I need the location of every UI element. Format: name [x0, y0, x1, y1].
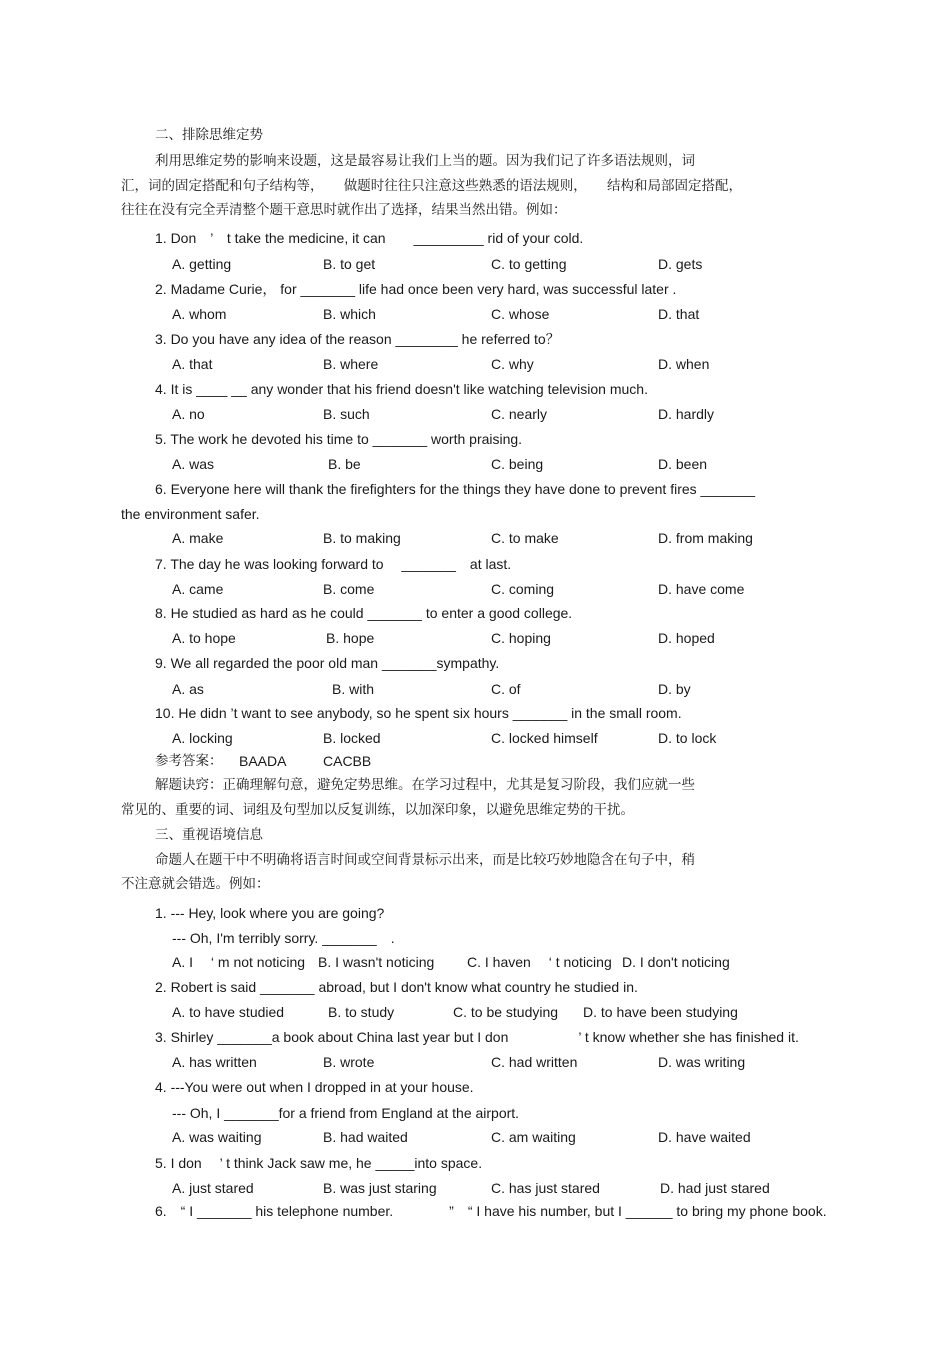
option-a: A. to have studied — [172, 1004, 285, 1020]
option-a: A. whom — [172, 306, 227, 322]
intro-line: 汇，词的固定搭配和句子结构等， 做题时往往只注意这些熟悉的语法规则， 结构和局部固定搭配， — [121, 178, 742, 194]
option-d: D. was writing — [658, 1054, 746, 1070]
option-a: A. I ‘ m not noticing — [172, 954, 306, 970]
answer-key-2: CACBB — [323, 753, 372, 769]
question-stem: 6. “ I _______ his telephone number. ” “ I have his number, but I ______ to bring my phone book. — [155, 1203, 827, 1219]
option-b: B. was just staring — [323, 1180, 437, 1196]
section-heading: 二、排除思维定势 — [155, 127, 263, 143]
option-c: C. hoping — [491, 630, 551, 646]
option-d: D. have waited — [658, 1129, 751, 1145]
option-c: C. to getting — [491, 256, 567, 272]
option-a: A. was waiting — [172, 1129, 262, 1145]
intro-line: 利用思维定势的影响来设题，这是最容易让我们上当的题。因为我们记了许多语法规则，词 — [155, 153, 695, 169]
section-heading: 三、重视语境信息 — [155, 827, 263, 843]
option-d: D. I don't noticing — [622, 954, 730, 970]
question-stem: 6. Everyone here will thank the firefighters for the things they have done to prevent fires _______ — [155, 481, 756, 497]
option-a: A. that — [172, 356, 213, 372]
option-b: B. to making — [323, 530, 401, 546]
question-stem: 9. We all regarded the poor old man _______sympathy. — [155, 655, 500, 671]
option-d: D. by — [658, 681, 691, 697]
option-c: C. am waiting — [491, 1129, 576, 1145]
option-b: B. wrote — [323, 1054, 375, 1070]
answer-key-1: BAADA — [239, 753, 287, 769]
question-stem: 10. He didn ’t want to see anybody, so he spent six hours _______ in the small room. — [155, 705, 682, 721]
option-c: C. whose — [491, 306, 550, 322]
question-stem-continued: --- Oh, I _______for a friend from England at the airport. — [172, 1105, 520, 1121]
option-c: C. being — [491, 456, 544, 472]
question-stem: 5. I don ’ t think Jack saw me, he _____into space. — [155, 1155, 483, 1171]
option-d: D. that — [658, 306, 700, 322]
option-b: B. had waited — [323, 1129, 408, 1145]
option-a: A. locking — [172, 730, 233, 746]
question-stem: 1. Don ’ t take the medicine, it can _________ rid of your cold. — [155, 230, 584, 246]
option-d: D. to lock — [658, 730, 717, 746]
question-stem: 3. Shirley _______a book about China last year but I don ’ t know whether she has finished it. — [155, 1029, 799, 1045]
option-c: C. why — [491, 356, 534, 372]
option-c: C. I haven ‘ t noticing — [467, 954, 612, 970]
option-b: B. come — [323, 581, 375, 597]
option-c: C. had written — [491, 1054, 578, 1070]
option-b: B. where — [323, 356, 379, 372]
question-stem: 3. Do you have any idea of the reason ________ he referred to？ — [155, 331, 560, 347]
option-a: A. came — [172, 581, 224, 597]
option-d: D. gets — [658, 256, 703, 272]
option-b: B. to get — [323, 256, 376, 272]
option-a: A. just stared — [172, 1180, 254, 1196]
option-d: D. when — [658, 356, 710, 372]
option-c: C. to make — [491, 530, 559, 546]
tips-line: 解题诀窍：正确理解句意，避免定势思维。在学习过程中，尤其是复习阶段，我们应就一些 — [155, 777, 695, 793]
option-d: D. to have been studying — [583, 1004, 738, 1020]
option-a: A. no — [172, 406, 205, 422]
question-stem: 2. Madame Curie， for _______ life had once been very hard, was successful later . — [155, 281, 677, 297]
option-c: C. of — [491, 681, 521, 697]
question-stem-continued: the environment safer. — [121, 506, 260, 522]
intro-line: 命题人在题干中不明确将语言时间或空间背景标示出来，而是比较巧妙地隐含在句子中，稍 — [155, 852, 695, 868]
option-b: B. to study — [328, 1004, 395, 1020]
option-b: B. such — [323, 406, 370, 422]
option-c: C. coming — [491, 581, 555, 597]
question-stem: 4. It is ____ __ any wonder that his friend doesn't like watching television much. — [155, 381, 648, 397]
option-b: B. be — [328, 456, 361, 472]
option-a: A. getting — [172, 256, 232, 272]
option-b: B. which — [323, 306, 376, 322]
answer-label: 参考答案： — [155, 753, 223, 769]
option-b: B. locked — [323, 730, 381, 746]
intro-line: 往往在没有完全弄清整个题干意思时就作出了选择，结果当然出错。例如： — [121, 202, 567, 218]
question-stem-continued: --- Oh, I'm terribly sorry. _______ . — [172, 930, 395, 946]
option-b: B. I wasn't noticing — [318, 954, 435, 970]
option-d: D. hoped — [658, 630, 715, 646]
question-stem: 5. The work he devoted his time to _______ worth praising. — [155, 431, 523, 447]
option-d: D. hardly — [658, 406, 715, 422]
option-a: A. to hope — [172, 630, 236, 646]
question-stem: 8. He studied as hard as he could _______ to enter a good college. — [155, 605, 573, 621]
option-c: C. to be studying — [453, 1004, 559, 1020]
question-stem: 7. The day he was looking forward to _______ at last. — [155, 556, 512, 572]
option-d: D. from making — [658, 530, 753, 546]
option-d: D. been — [658, 456, 708, 472]
option-a: A. make — [172, 530, 224, 546]
question-stem: 1. --- Hey, look where you are going? — [155, 905, 385, 921]
option-b: B. with — [332, 681, 375, 697]
option-a: A. as — [172, 681, 204, 697]
option-c: C. nearly — [491, 406, 548, 422]
option-a: A. was — [172, 456, 215, 472]
option-d: D. have come — [658, 581, 745, 597]
option-d: D. had just stared — [660, 1180, 770, 1196]
option-b: B. hope — [326, 630, 375, 646]
intro-line: 不注意就会错选。例如： — [121, 876, 270, 892]
option-c: C. has just stared — [491, 1180, 600, 1196]
question-stem: 2. Robert is said _______ abroad, but I don't know what country he studied in. — [155, 979, 638, 995]
tips-line: 常见的、重要的词、词组及句型加以反复训练，以加深印象，以避免思维定势的干扰。 — [121, 802, 634, 818]
option-c: C. locked himself — [491, 730, 598, 746]
question-stem: 4. ---You were out when I dropped in at your house. — [155, 1079, 474, 1095]
option-a: A. has written — [172, 1054, 257, 1070]
